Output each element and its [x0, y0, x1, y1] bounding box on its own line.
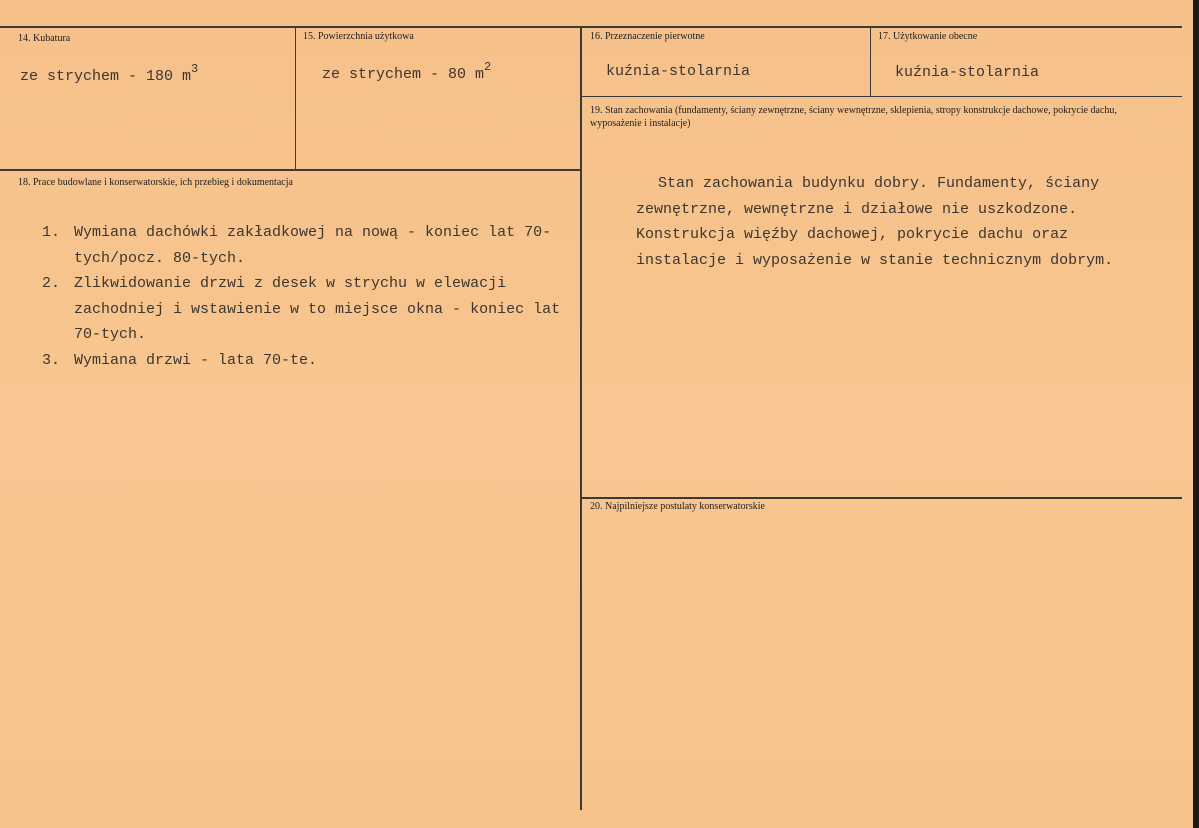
- field-17-value: kuźnia-stolarnia: [895, 64, 1040, 81]
- rule-above-20: [582, 497, 1182, 499]
- list-item-number: 1.: [42, 224, 61, 241]
- list-item: [42, 220, 574, 271]
- field-16-value: kuźnia-stolarnia: [606, 63, 751, 80]
- list-item-text: Zlikwidowanie drzwi z desek w strychu w elewacji zachodniej i wstawienie w to miejsce okna - koniec lat 70-tych.: [74, 275, 561, 343]
- list-item-text: Wymiana drzwi - lata 70-te.: [74, 351, 318, 369]
- field-20-label: 20. Najpilniejsze postulaty konserwatorskie: [590, 501, 765, 512]
- divider-14-15: [295, 27, 296, 169]
- list-item-number: 2.: [42, 275, 61, 292]
- field-14-value: [20, 64, 198, 85]
- rule-under-16-17: [582, 96, 1182, 97]
- field-15-unit-exponent: 2: [484, 60, 492, 74]
- field-14-text: ze strychem - 180 m: [20, 68, 192, 85]
- top-rule: [0, 26, 1182, 28]
- field-18-list: [42, 220, 574, 373]
- list-item: [42, 348, 574, 374]
- field-15-text: ze strychem - 80 m: [322, 66, 485, 83]
- list-item: [42, 271, 574, 348]
- rule-above-18: [0, 169, 580, 171]
- scan-edge: [1193, 0, 1199, 828]
- field-18-label: 18. Prace budowlane i konserwatorskie, ich przebieg i dokumentacja: [18, 177, 293, 188]
- field-15-label: 15. Powierzchnia użytkowa: [303, 31, 414, 42]
- field-15-value: [322, 62, 491, 83]
- center-divider: [580, 27, 582, 810]
- field-17-label: 17. Użytkowanie obecne: [878, 31, 978, 42]
- field-19-label: 19. Stan zachowania (fundamenty, ściany zewnętrzne, ściany wewnętrzne, sklepienia, stropy konstrukcje dachowe, pokrycie dachu, wyposażenie i instalacje): [590, 105, 1117, 129]
- field-19-text: Stan zachowania budynku dobry. Fundamenty, ściany zewnętrzne, wewnętrzne i działowe nie uszkodzone. Konstrukcja więźby dachowej, pokrycie dachu oraz instalacje i wyposażenie w stanie technicznym dobrym.: [636, 175, 1114, 269]
- field-14-unit-exponent: 3: [191, 62, 199, 76]
- list-item-number: 3.: [42, 351, 61, 369]
- divider-16-17: [870, 27, 871, 97]
- list-item-text: Wymiana dachówki zakładkowej na nową - koniec lat 70-tych/pocz. 80-tych.: [74, 224, 552, 267]
- field-14-label: 14. Kubatura: [18, 33, 71, 44]
- field-16-label: 16. Przeznaczenie pierwotne: [590, 31, 705, 42]
